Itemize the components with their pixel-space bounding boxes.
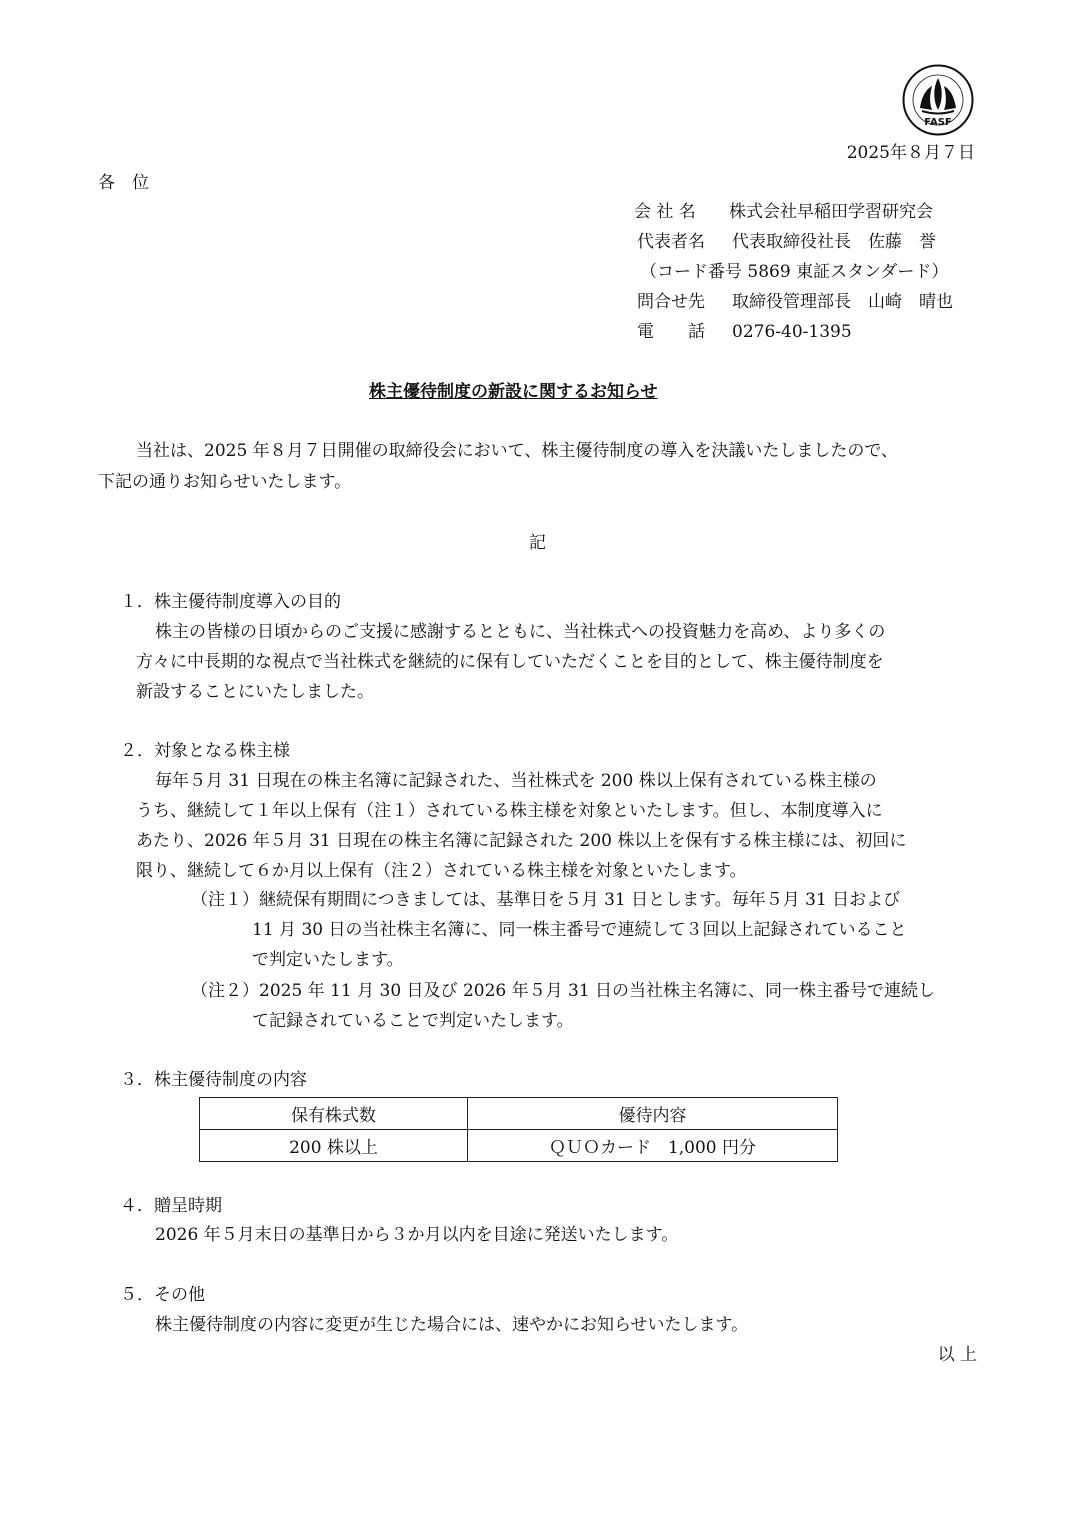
company-name: 株式会社早稲田学習研究会 [729, 202, 933, 222]
note-line: て記録されていることで判定いたします。 [252, 1011, 574, 1031]
stock-code: （コード番号 5869 東証スタンダード） [640, 262, 949, 282]
section-heading: １．株主優待制度導入の目的 [120, 592, 341, 612]
table-row [200, 1130, 838, 1162]
logo-emblem-text: FASF [924, 117, 952, 128]
phone-label: 電 話 [637, 322, 705, 342]
addressee: 各 位 [98, 173, 149, 193]
table-header-cell: 優待内容 [468, 1098, 838, 1130]
section-line: 株主優待制度の内容に変更が生じた場合には、速やかにお知らせいたします。 [155, 1315, 749, 1335]
section-heading: ３．株主優待制度の内容 [120, 1070, 307, 1090]
note-line: （注１）継続保有期間につきましては、基準日を５月 31 日とします。毎年５月 31 日および [191, 890, 901, 910]
note-line: で判定いたします。 [252, 950, 404, 970]
company-name-label: 会 社 名 [634, 202, 696, 222]
section-line: 新設することにいたしました。 [136, 682, 374, 702]
table-header-row [200, 1098, 838, 1130]
section-line: 2026 年５月末日の基準日から３か月以内を目途に発送いたします。 [155, 1225, 679, 1245]
issue-date: 2025年８月７日 [846, 143, 975, 163]
section-line: 株主の皆様の日頃からのご支援に感謝するとともに、当社株式への投資魅力を高め、より多くの [155, 622, 886, 642]
note-line: （注２）2025 年 11 月 30 日及び 2026 年５月 31 日の当社株主名簿に、同一株主番号で連続し [191, 981, 936, 1001]
note-line: 11 月 30 日の当社株主名簿に、同一株主番号で連続して３回以上記録されていること [252, 920, 907, 940]
notice-title: 株主優待制度の新設に関するお知らせ [369, 382, 658, 402]
section-line: 方々に中長期的な視点で当社株式を継続的に保有していただくことを目的として、株主優待制度を [136, 652, 884, 672]
section-heading: ５．その他 [120, 1285, 205, 1305]
intro-line: 下記の通りお知らせいたします。 [98, 472, 352, 492]
intro-line: 当社は、2025 年８月７日開催の取締役会において、株主優待制度の導入を決議いたしましたので、 [136, 441, 898, 461]
fasf-logo [902, 64, 974, 136]
table-cell: 200 株以上 [200, 1130, 468, 1162]
contact-person: 取締役管理部長 山崎 晴也 [732, 292, 953, 312]
contact-label: 問合せ先 [637, 292, 705, 312]
section-heading: ４．贈呈時期 [120, 1196, 222, 1216]
table-header-cell: 保有株式数 [200, 1098, 468, 1130]
closing-mark: 以 上 [937, 1345, 977, 1365]
benefit-table [199, 1097, 838, 1162]
representative: 代表取締役社長 佐藤 誉 [732, 232, 936, 252]
section-line: あたり、2026 年５月 31 日現在の株主名簿に記録された 200 株以上を保有する株主様には、初回に [136, 831, 907, 851]
ki-mark: 記 [529, 533, 546, 553]
table-cell: ＱＵＯカード 1,000 円分 [468, 1130, 838, 1162]
representative-label: 代表者名 [637, 232, 705, 252]
section-heading: ２．対象となる株主様 [120, 741, 290, 761]
section-line: 毎年５月 31 日現在の株主名簿に記録された、当社株式を 200 株以上保有されている株主様の [155, 771, 877, 791]
section-line: うち、継続して１年以上保有（注１）されている株主様を対象といたします。但し、本制度導入に [136, 801, 883, 821]
phone-number: 0276-40-1395 [732, 322, 852, 342]
section-line: 限り、継続して６か月以上保有（注２）されている株主様を対象といたします。 [136, 861, 747, 881]
